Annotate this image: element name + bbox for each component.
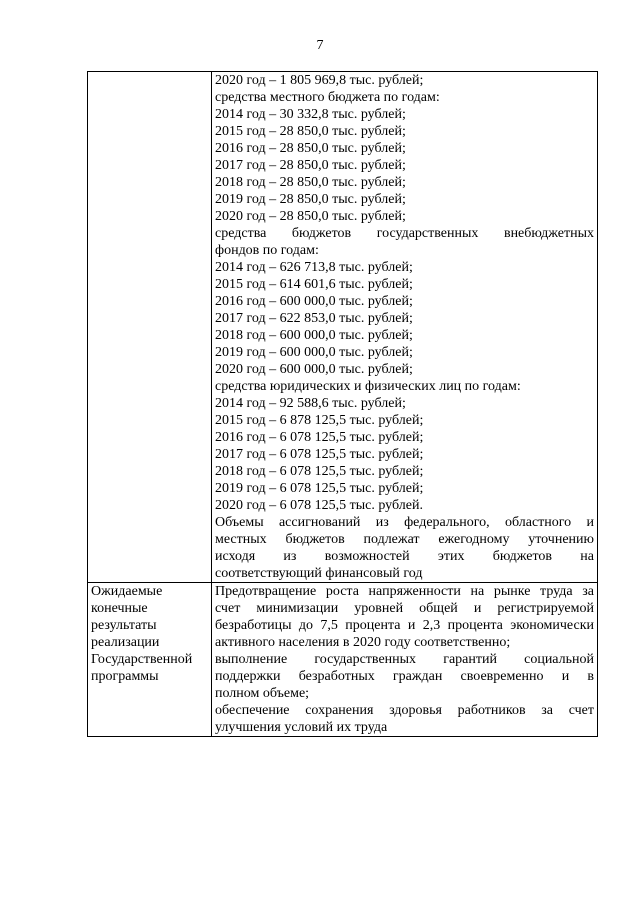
funding-line: 2017 год – 622 853,0 тыс. рублей;: [215, 311, 413, 326]
funding-line: 2020 год – 6 078 125,5 тыс. рублей.: [215, 498, 423, 513]
results-label-line: конечные: [91, 601, 148, 616]
results-label-line: результаты: [91, 618, 157, 633]
funding-line: 2014 год – 30 332,8 тыс. рублей;: [215, 107, 406, 122]
funding-line: 2018 год – 6 078 125,5 тыс. рублей;: [215, 464, 424, 479]
funding-line: 2018 год – 600 000,0 тыс. рублей;: [215, 328, 413, 343]
funding-line: 2016 год – 28 850,0 тыс. рублей;: [215, 141, 406, 156]
funding-line: фондов по годам:: [215, 243, 319, 258]
results-row-label: [88, 583, 212, 737]
funding-line: 2016 год – 6 078 125,5 тыс. рублей;: [215, 430, 424, 445]
results-line: Предотвращение роста напряженности на рынке труда за: [215, 584, 594, 599]
results-label-line: реализации: [91, 635, 160, 650]
results-label-line: Государственной: [91, 652, 193, 667]
funding-line: средства бюджетов государственных внебюджетных: [215, 226, 594, 241]
funding-line: 2020 год – 28 850,0 тыс. рублей;: [215, 209, 406, 224]
results-row: [88, 583, 598, 737]
funding-line: исходя из возможностей этих бюджетов на: [215, 549, 594, 564]
results-line: обеспечение сохранения здоровья работников за счет: [215, 703, 594, 718]
funding-line: 2020 год – 1 805 969,8 тыс. рублей;: [215, 73, 424, 88]
results-label-line: программы: [91, 669, 159, 684]
results-line: полном объеме;: [215, 686, 310, 701]
funding-line: 2019 год – 6 078 125,5 тыс. рублей;: [215, 481, 424, 496]
funding-line: средства юридических и физических лиц по годам:: [215, 379, 521, 394]
funding-line: 2016 год – 600 000,0 тыс. рублей;: [215, 294, 413, 309]
results-label-line: Ожидаемые: [91, 584, 163, 599]
funding-line: 2019 год – 28 850,0 тыс. рублей;: [215, 192, 406, 207]
page-number: 7: [316, 38, 324, 53]
results-line: поддержки безработных граждан своевременно и в: [215, 669, 594, 684]
results-line: выполнение государственных гарантий социальной: [215, 652, 594, 667]
funding-line: 2015 год – 614 601,6 тыс. рублей;: [215, 277, 413, 292]
funding-line: 2015 год – 28 850,0 тыс. рублей;: [215, 124, 406, 139]
results-line: безработицы до 7,5 процента и 2,3 процента экономически: [215, 618, 594, 633]
funding-line: 2014 год – 92 588,6 тыс. рублей;: [215, 396, 406, 411]
funding-line: 2020 год – 600 000,0 тыс. рублей;: [215, 362, 413, 377]
funding-line: 2018 год – 28 850,0 тыс. рублей;: [215, 175, 406, 190]
funding-line: 2015 год – 6 878 125,5 тыс. рублей;: [215, 413, 424, 428]
funding-line: 2017 год – 6 078 125,5 тыс. рублей;: [215, 447, 424, 462]
funding-line: 2019 год – 600 000,0 тыс. рублей;: [215, 345, 413, 360]
funding-row-content: [212, 72, 598, 583]
funding-line: Объемы ассигнований из федерального, областного и: [215, 515, 594, 530]
funding-row-label: [88, 72, 212, 583]
funding-line: 2017 год – 28 850,0 тыс. рублей;: [215, 158, 406, 173]
funding-line: местных бюджетов подлежат ежегодному уточнению: [215, 532, 594, 547]
results-line: активного населения в 2020 году соответственно;: [215, 635, 511, 650]
funding-row: [88, 72, 598, 583]
results-line: улучшения условий их труда: [215, 720, 388, 735]
funding-line: средства местного бюджета по годам:: [215, 90, 440, 105]
funding-line: соответствующий финансовый год: [215, 566, 423, 581]
results-row-content: [212, 583, 598, 737]
results-line: счет минимизации уровней общей и регистрируемой: [215, 601, 594, 616]
funding-line: 2014 год – 626 713,8 тыс. рублей;: [215, 260, 413, 275]
program-passport-table: [87, 71, 598, 737]
